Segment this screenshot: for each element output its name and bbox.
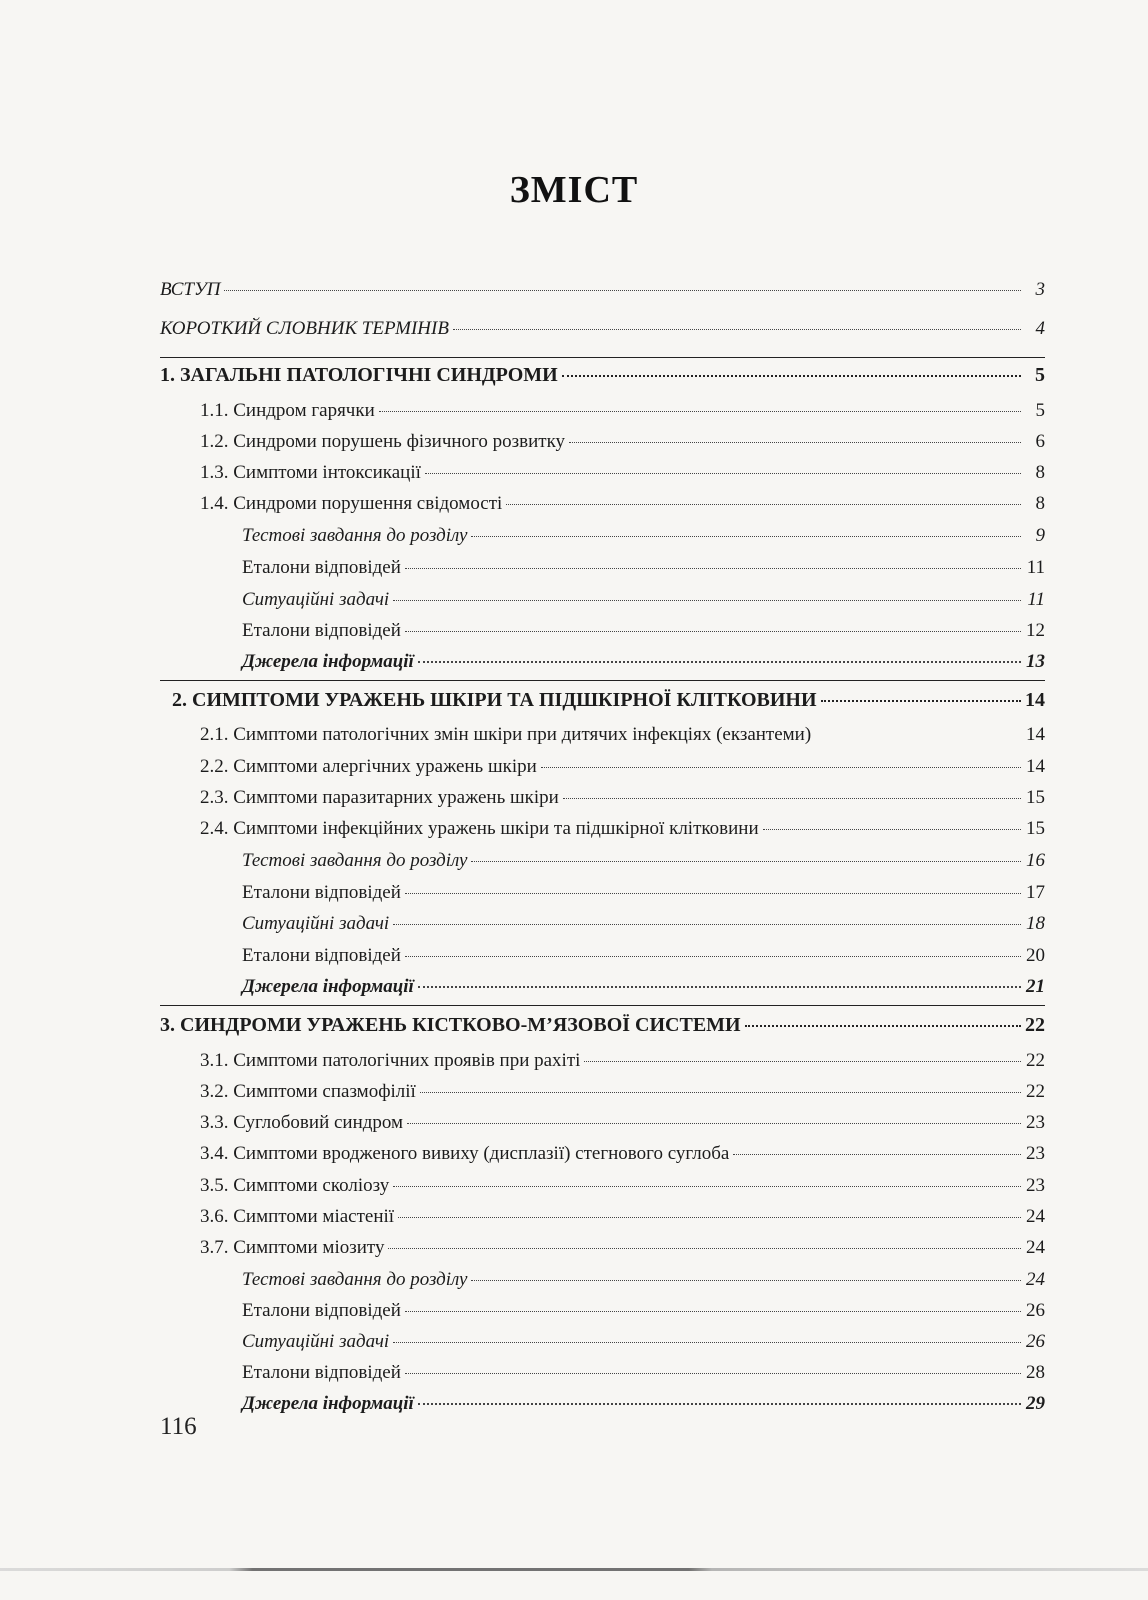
leader-dots bbox=[405, 1373, 1021, 1374]
toc-entry-label: 3.5. Симптоми сколіозу bbox=[200, 1175, 390, 1196]
toc-entry-label: 1. ЗАГАЛЬНІ ПАТОЛОГІЧНІ СИНДРОМИ bbox=[160, 364, 558, 386]
toc-entry-3-4[interactable] bbox=[200, 1144, 1045, 1163]
toc-entry-label: 1.1. Синдром гарячки bbox=[200, 400, 375, 421]
leader-dots bbox=[379, 411, 1021, 412]
leader-dots bbox=[420, 1092, 1021, 1093]
leader-dots bbox=[471, 861, 1021, 862]
toc-entry-page: 17 bbox=[1026, 882, 1045, 903]
leader-dots bbox=[418, 1403, 1021, 1405]
toc-entry-page: 8 bbox=[1035, 493, 1045, 514]
toc-entry-3-2[interactable] bbox=[200, 1082, 1045, 1101]
toc-entry-label: Ситуаційні задачі bbox=[242, 1331, 390, 1352]
toc-entry-3-6[interactable] bbox=[200, 1207, 1045, 1226]
toc-entry-page: 24 bbox=[1026, 1206, 1045, 1227]
toc-entry-label: 2.4. Симптоми інфекційних уражень шкіри та підшкірної клітковини bbox=[200, 818, 759, 839]
toc-section-2[interactable] bbox=[172, 690, 1045, 710]
toc-entry-label: Еталони відповідей bbox=[242, 1300, 401, 1321]
toc-entry-page: 15 bbox=[1026, 818, 1045, 839]
toc-entry-page: 8 bbox=[1035, 462, 1045, 483]
toc-entry-3-3[interactable] bbox=[200, 1113, 1045, 1132]
toc-entry-page: 21 bbox=[1026, 976, 1045, 997]
leader-dots bbox=[569, 442, 1021, 443]
leader-dots bbox=[584, 1061, 1021, 1062]
toc-entry-page: 20 bbox=[1026, 945, 1045, 966]
toc-entry-label: 3.7. Симптоми міозиту bbox=[200, 1237, 385, 1258]
leader-dots bbox=[393, 1186, 1021, 1187]
leader-dots bbox=[393, 600, 1021, 601]
toc-entry-label: 3. СИНДРОМИ УРАЖЕНЬ КІСТКОВО-М’ЯЗОВОЇ СИСТЕМИ bbox=[160, 1014, 741, 1036]
toc-entry-page: 22 bbox=[1026, 1081, 1045, 1102]
toc-entry-label: КОРОТКИЙ СЛОВНИК ТЕРМІНІВ bbox=[160, 318, 449, 339]
toc-entry-label: Джерела інформації bbox=[242, 976, 414, 997]
toc-entry-page: 24 bbox=[1026, 1237, 1045, 1258]
leader-dots bbox=[453, 329, 1021, 330]
toc-entry-page: 28 bbox=[1026, 1362, 1045, 1383]
toc-entry-tasks[interactable] bbox=[242, 1332, 1045, 1351]
toc-entry-page: 23 bbox=[1026, 1143, 1045, 1164]
leader-dots bbox=[407, 1123, 1021, 1124]
leader-dots bbox=[405, 956, 1021, 957]
toc-entry-2-1[interactable] bbox=[200, 725, 1045, 744]
toc-entry-sources[interactable] bbox=[242, 977, 1045, 996]
toc-entry-page: 22 bbox=[1025, 1014, 1045, 1036]
toc-entry-label: 3.1. Симптоми патологічних проявів при рахіті bbox=[200, 1050, 581, 1071]
toc-entry-page: 12 bbox=[1026, 620, 1045, 641]
toc-entry-page: 22 bbox=[1026, 1050, 1045, 1071]
toc-entry-label: Джерела інформації bbox=[242, 651, 414, 672]
toc-entry-page: 15 bbox=[1026, 787, 1045, 808]
leader-dots bbox=[405, 631, 1021, 632]
toc-entry-page: 4 bbox=[1035, 318, 1045, 339]
toc-section-3[interactable] bbox=[160, 1015, 1045, 1035]
leader-dots bbox=[393, 924, 1021, 925]
toc-entry-label: Еталони відповідей bbox=[242, 620, 401, 641]
toc-entry-sources[interactable] bbox=[242, 652, 1045, 671]
toc-entry-label: 2.1. Симптоми патологічних змін шкіри при дитячих інфекціях (екзантеми) bbox=[200, 724, 812, 745]
leader-dots bbox=[733, 1154, 1021, 1155]
toc-entry-page: 29 bbox=[1026, 1393, 1045, 1414]
leader-dots bbox=[388, 1248, 1021, 1249]
leader-dots bbox=[541, 767, 1021, 768]
toc-entry-label: 3.3. Суглобовий синдром bbox=[200, 1112, 404, 1133]
toc-entry-page: 5 bbox=[1035, 400, 1045, 421]
leader-dots bbox=[224, 290, 1021, 291]
toc-entry-label: 3.4. Симптоми вродженого вивиху (дисплазії) стегнового суглоба bbox=[200, 1143, 730, 1164]
toc-entry-label: 2.2. Симптоми алергічних уражень шкіри bbox=[200, 756, 537, 777]
toc-entry-page: 13 bbox=[1026, 651, 1045, 672]
toc-entry-page: 11 bbox=[1026, 557, 1045, 578]
toc-entry-label: 3.6. Симптоми міастенії bbox=[200, 1206, 395, 1227]
toc-entry-label: 3.2. Симптоми спазмофілії bbox=[200, 1081, 416, 1102]
toc-entry-page: 5 bbox=[1035, 364, 1045, 386]
toc-entry-page: 14 bbox=[1025, 689, 1045, 711]
toc-entry-page: 6 bbox=[1035, 431, 1045, 452]
toc-entry-answers[interactable] bbox=[242, 621, 1045, 640]
toc-entry-label: 1.4. Синдроми порушення свідомості bbox=[200, 493, 503, 514]
leader-dots bbox=[418, 661, 1021, 663]
leader-dots bbox=[763, 829, 1021, 830]
toc-entry-label: 2. СИМПТОМИ УРАЖЕНЬ ШКІРИ ТА ПІДШКІРНОЇ КЛІТКОВИНИ bbox=[172, 689, 817, 711]
toc-entry-3-1[interactable] bbox=[200, 1051, 1045, 1070]
toc-entry-page: 23 bbox=[1026, 1175, 1045, 1196]
toc-entry-page: 3 bbox=[1035, 279, 1045, 300]
toc-entry-page: 9 bbox=[1035, 525, 1045, 546]
leader-dots bbox=[471, 1280, 1021, 1281]
toc-entry-answers[interactable] bbox=[242, 883, 1045, 902]
section-divider bbox=[160, 680, 1045, 681]
leader-dots bbox=[562, 375, 1021, 377]
toc-entry-answers[interactable] bbox=[242, 1363, 1045, 1382]
leader-dots bbox=[418, 986, 1021, 988]
leader-dots bbox=[425, 473, 1021, 474]
scan-edge-artifact bbox=[0, 1568, 1148, 1571]
toc-entry-label: 2.3. Симптоми паразитарних уражень шкіри bbox=[200, 787, 559, 808]
section-divider bbox=[160, 357, 1045, 358]
toc-entry-page: 26 bbox=[1026, 1300, 1045, 1321]
toc-entry-intro[interactable] bbox=[160, 280, 1045, 299]
toc-entry-tests[interactable] bbox=[242, 1270, 1045, 1289]
toc-entry-page: 23 bbox=[1026, 1112, 1045, 1133]
toc-entry-answers[interactable] bbox=[242, 1301, 1045, 1320]
toc-entry-1-4[interactable] bbox=[200, 494, 1045, 513]
toc-entry-tasks[interactable] bbox=[242, 914, 1045, 933]
section-divider bbox=[160, 1005, 1045, 1006]
leader-dots bbox=[398, 1217, 1021, 1218]
leader-dots bbox=[405, 1311, 1021, 1312]
toc-entry-3-7[interactable] bbox=[200, 1238, 1045, 1257]
toc-entry-sources[interactable] bbox=[242, 1394, 1045, 1413]
leader-dots bbox=[405, 568, 1021, 569]
toc-entry-label: Еталони відповідей bbox=[242, 557, 401, 578]
toc-entry-label: 1.3. Симптоми інтоксикації bbox=[200, 462, 421, 483]
toc-entry-answers[interactable] bbox=[242, 946, 1045, 965]
leader-dots bbox=[393, 1342, 1021, 1343]
toc-entry-1-2[interactable] bbox=[200, 432, 1045, 451]
toc-entry-page: 18 bbox=[1026, 913, 1045, 934]
toc-entry-label: Еталони відповідей bbox=[242, 1362, 401, 1383]
page-number: 116 bbox=[160, 1413, 197, 1440]
page-title: ЗМІСТ bbox=[509, 169, 639, 211]
toc-entry-page: 14 bbox=[1026, 756, 1045, 777]
toc-entry-tests[interactable] bbox=[242, 851, 1045, 870]
toc-section-1[interactable] bbox=[160, 365, 1045, 385]
toc-entry-page: 24 bbox=[1026, 1269, 1045, 1290]
leader-dots bbox=[563, 798, 1021, 799]
toc-entry-2-3[interactable] bbox=[200, 788, 1045, 807]
leader-dots bbox=[471, 536, 1021, 537]
toc-entry-1-1[interactable] bbox=[200, 401, 1045, 420]
leader-dots bbox=[405, 893, 1021, 894]
toc-entry-label: ВСТУП bbox=[160, 279, 221, 300]
toc-entry-page: 26 bbox=[1026, 1331, 1045, 1352]
toc-entry-3-5[interactable] bbox=[200, 1176, 1045, 1195]
leader-dots bbox=[506, 504, 1021, 505]
toc-entry-glossary[interactable] bbox=[160, 319, 1045, 338]
toc-entry-label: Еталони відповідей bbox=[242, 882, 401, 903]
toc-entry-label: Еталони відповідей bbox=[242, 945, 401, 966]
leader-dots bbox=[745, 1025, 1021, 1027]
toc-entry-label: Ситуаційні задачі bbox=[242, 589, 390, 610]
toc-entry-label: 1.2. Синдроми порушень фізичного розвитку bbox=[200, 431, 566, 452]
toc-entry-answers[interactable] bbox=[242, 558, 1045, 577]
toc-entry-label: Тестові завдання до розділу bbox=[242, 525, 468, 546]
toc-entry-label: Ситуаційні задачі bbox=[242, 913, 390, 934]
toc-entry-label: Тестові завдання до розділу bbox=[242, 850, 468, 871]
toc-entry-tasks[interactable] bbox=[242, 590, 1045, 609]
toc-entry-1-3[interactable] bbox=[200, 463, 1045, 482]
toc-entry-label: Тестові завдання до розділу bbox=[242, 1269, 468, 1290]
toc-entry-2-4[interactable] bbox=[200, 819, 1045, 838]
toc-entry-label: Джерела інформації bbox=[242, 1393, 414, 1414]
toc-entry-page: 11 bbox=[1027, 589, 1045, 610]
toc-entry-page: 16 bbox=[1026, 850, 1045, 871]
toc-entry-tests[interactable] bbox=[242, 526, 1045, 545]
toc-entry-page: 14 bbox=[1026, 724, 1045, 745]
leader-dots bbox=[821, 700, 1021, 702]
toc-entry-2-2[interactable] bbox=[200, 757, 1045, 776]
